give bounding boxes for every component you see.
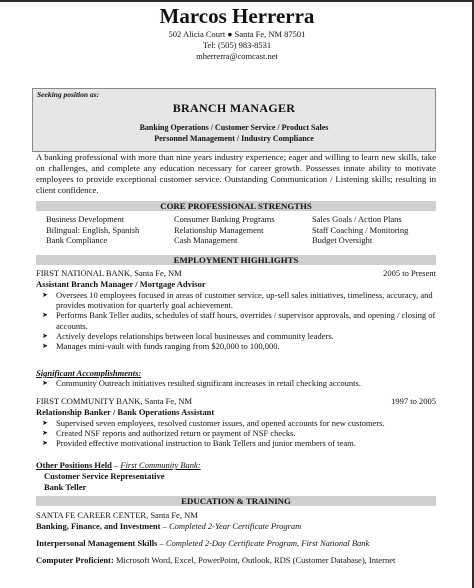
strength-item: Staff Coaching / Monitoring	[312, 224, 409, 235]
arrow-bullet-icon: ➤	[42, 342, 48, 351]
address: 502 Alicia Court ● Santa Fe, NM 87501	[168, 29, 306, 39]
arrow-bullet-icon: ➤	[42, 291, 48, 299]
job1-dates: 2005 to Present	[383, 268, 436, 278]
seeking-label: Seeking position as:	[37, 90, 100, 99]
strength-item: Bank Compliance	[46, 235, 108, 245]
accomplishments-label: Significant Accomplishments:	[36, 368, 142, 378]
other-positions-employer: First Community Bank:	[120, 460, 201, 470]
section-heading-employment: EMPLOYMENT HIGHLIGHTS	[36, 255, 436, 265]
focus-line-1: Banking Operations / Customer Service / Product Sales	[139, 123, 329, 132]
strengths-column-1	[46, 214, 139, 246]
list-item: ➤ Performs Bank Teller audits, schedules of staff hours, overrides / supervisor approvals, and opening / closing of accounts.	[42, 310, 436, 331]
job1-employer: FIRST NATIONAL BANK, Santa Fe, NM	[36, 268, 182, 278]
other-positions: Other Positions Held – First Community Bank:	[36, 460, 201, 470]
computer-skills: Computer Proficient: Microsoft Word, Excel, PowerPoint, Outlook, RDS (Customer Database), Internet	[36, 555, 396, 565]
job2-duties	[40, 418, 436, 449]
other-position-item: Bank Teller	[44, 482, 87, 492]
section-heading-strengths: CORE PROFESSIONAL STRENGTHS	[36, 201, 436, 211]
arrow-bullet-icon: ➤	[42, 331, 48, 340]
strength-item: Cash Management	[174, 235, 238, 245]
telephone: Tel: (505) 983-8531	[202, 40, 272, 50]
email: mherrerra@comcast.net	[196, 51, 278, 61]
strength-item: Business Development	[46, 214, 125, 224]
strength-item: Sales Goals / Action Plans	[312, 214, 402, 224]
job2-employer: FIRST COMMUNITY BANK, Santa Fe, NM	[36, 396, 193, 406]
job2-title: Relationship Banker / Bank Operations Assistant	[36, 407, 215, 417]
section-heading-education: EDUCATION & TRAINING	[36, 496, 436, 506]
strengths-column-3	[312, 214, 408, 246]
other-position-item: Customer Service Representative	[44, 471, 165, 481]
list-item: ➤ Manages mini-vault with funds ranging from $20,000 to 100,000.	[42, 341, 280, 352]
objective-box	[32, 88, 436, 152]
focus-line-2: Personnel Management / Industry Compliance	[154, 134, 314, 143]
target-title: BRANCH MANAGER	[172, 101, 296, 115]
job1-duties	[40, 290, 436, 351]
other-positions-label: Other Positions Held	[36, 460, 112, 470]
resume-header	[0, 3, 474, 62]
arrow-bullet-icon: ➤	[42, 439, 48, 448]
arrow-bullet-icon: ➤	[42, 429, 48, 438]
accomplishments-list	[40, 378, 436, 388]
frame-top-border	[0, 0, 474, 2]
training-certificate: Interpersonal Management Skills – Completed 2-Day Certificate Program, First National Bank	[36, 538, 370, 548]
job2-dates: 1997 to 2005	[391, 396, 436, 406]
list-item: ➤ Supervised seven employees, resolved customer issues, and opened accounts for new customers.	[42, 418, 385, 428]
candidate-name: Marcos Herrerra	[159, 4, 315, 28]
strengths-column-2	[174, 214, 275, 246]
summary-paragraph: A banking professional with more than nine years industry experience; eager and willing to learn new skills, take on challenges, and complete any education necessary for career growth. Possesses innate ability to motivate employees to provide exceptional customer service. Outstanding Communication / Listening skills; resulting in client confidence.	[36, 152, 436, 195]
arrow-bullet-icon: ➤	[42, 379, 48, 387]
strength-item: Consumer Banking Programs	[174, 214, 275, 224]
school-name: SANTA FE CAREER CENTER, Santa Fe, NM	[36, 510, 198, 520]
strength-item: Bilingual: English, Spanish	[46, 224, 140, 235]
strength-item: Budget Oversight	[312, 235, 373, 245]
list-item: ➤ Actively develops relationships between local businesses and community leaders.	[42, 330, 334, 341]
list-item: ➤ Community Outreach initiatives resulted significant increases in retail checking accounts.	[42, 378, 361, 388]
arrow-bullet-icon: ➤	[42, 419, 48, 427]
job1-title: Assistant Branch Manager / Mortgage Advisor	[36, 279, 206, 289]
strength-item: Relationship Management	[174, 224, 264, 235]
arrow-bullet-icon: ➤	[42, 311, 48, 320]
list-item: ➤ Oversees 10 employees focused in areas of customer service, up-sell sales initiatives, timeliness, accuracy, and provides motivation for quarterly goal achievement.	[42, 290, 433, 311]
education-program: Banking, Finance, and Investment – Completed 2-Year Certificate Program	[36, 521, 302, 531]
list-item: ➤ Created NSF reports and authorized return or payment of NSF checks.	[42, 428, 296, 439]
list-item: ➤ Provided effective motivational instruction to Bank Tellers and junior members of team.	[42, 438, 356, 449]
